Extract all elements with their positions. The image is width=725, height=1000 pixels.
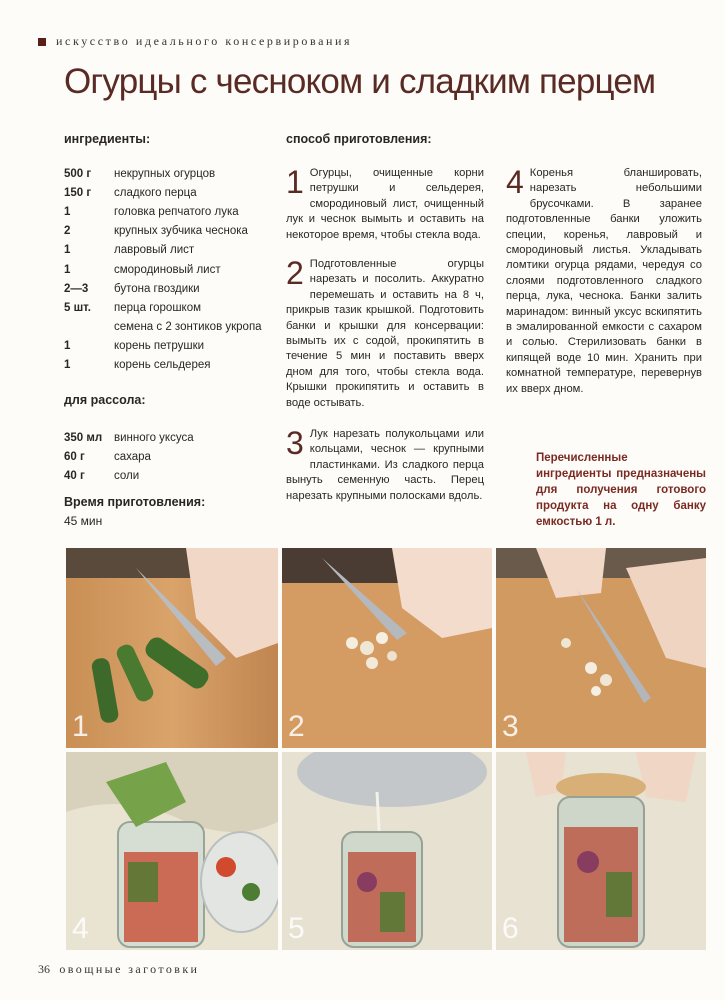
- header-text: искусство идеального консервирования: [56, 34, 353, 48]
- photo-number: 1: [72, 710, 89, 743]
- photo-number: 4: [72, 912, 89, 945]
- ingredient-name: головка репчатого лука: [114, 205, 239, 218]
- photo-step-5: [282, 752, 492, 950]
- ingredients-heading: ингредиенты:: [64, 132, 151, 146]
- ingredient-qty: 1: [64, 205, 71, 218]
- brine-qty: 350 мл: [64, 431, 103, 444]
- ingredient-row: [64, 356, 284, 375]
- photo-number: 5: [288, 912, 305, 945]
- brine-name: сахара: [114, 450, 151, 463]
- ingredients-list: [64, 164, 284, 375]
- ingredient-row: [64, 222, 284, 241]
- cucumber-cutting-image: [66, 548, 278, 748]
- running-footer: [38, 962, 199, 977]
- step-3: [286, 427, 484, 504]
- photo-step-3: [496, 548, 706, 748]
- step-2: [286, 257, 484, 411]
- method-heading: способ приготовления:: [286, 132, 432, 146]
- ingredient-qty: 1: [64, 263, 71, 276]
- step-text: Лук нарезать полукольцами или кольцами, чеснок — крупными пластинками. Из сладкого перца вынуть семенную часть. Перец нарезать крупными полосками вдоль.: [286, 428, 484, 502]
- photo-step-4: [66, 752, 278, 950]
- brine-row: [64, 466, 284, 485]
- step-text: Огурцы, очищенные корни петрушки и сельдерея, смородиновый лист, очищенный лук и чеснок вымыть и оставить на некоторое время, чтобы стекла вода.: [286, 167, 484, 241]
- ingredient-row: [64, 183, 284, 202]
- step-text: Подготовленные огурцы нарезать и посолить. Аккуратно перемешать и оставить на 8 ч, прикрыв тазик крышкой. Подготовить банки и крышки для консервации: вымыть их с содой, прокипятить в течение 5 мин и поставить вверх дном для того, чтобы стекла вода. Крышки прокипятить и оставить в воде остывать.: [286, 258, 484, 409]
- step-number: 1: [286, 164, 304, 200]
- ingredient-name: лавровый лист: [114, 244, 195, 257]
- brine-qty: 40 г: [64, 469, 85, 482]
- brine-qty: 60 г: [64, 450, 85, 463]
- recipe-title: Огурцы с чесноком и сладким перцем: [64, 62, 656, 101]
- yield-note: Перечисленные ингредиенты предназначены для получения готового продукта на одну банку емкостью 1 л.: [536, 452, 706, 528]
- brine-name: винного уксуса: [114, 431, 194, 444]
- ingredient-name: некрупных огурцов: [114, 167, 216, 180]
- photo-step-2: [282, 548, 492, 748]
- photo-step-1: [66, 548, 278, 748]
- step-1: [286, 166, 484, 243]
- step-number: 3: [286, 425, 304, 461]
- photo-number: 6: [502, 912, 519, 945]
- ingredient-name: корень петрушки: [114, 340, 205, 353]
- ingredient-name: бутона гвоздики: [114, 282, 200, 295]
- brine-list: [64, 428, 284, 485]
- ingredient-name: семена с 2 зонтиков укропа: [114, 321, 262, 334]
- brine-row: [64, 447, 284, 466]
- marinade-pouring-image: [282, 752, 492, 950]
- ingredient-qty: 150 г: [64, 186, 92, 199]
- ingredient-qty: 1: [64, 244, 71, 257]
- ingredient-name: перца горошком: [114, 301, 202, 314]
- ingredient-name: сладкого перца: [114, 186, 197, 199]
- ingredient-row: [64, 318, 284, 337]
- garlic-slicing-image: [496, 548, 706, 748]
- brine-heading: для рассола:: [64, 393, 146, 407]
- photo-number: 3: [502, 710, 519, 743]
- brine-row: [64, 428, 284, 447]
- ingredient-row: [64, 298, 284, 317]
- ingredient-qty: 2: [64, 225, 71, 238]
- ingredient-qty: 1: [64, 340, 71, 353]
- photo-step-6: [496, 752, 706, 950]
- ingredient-name: смородиновый лист: [114, 263, 221, 276]
- ingredient-row: [64, 260, 284, 279]
- jar-filling-image: [66, 752, 278, 950]
- ingredient-qty: 5 шт.: [64, 301, 91, 314]
- step-number: 4: [506, 164, 524, 200]
- ingredient-row: [64, 202, 284, 221]
- ingredient-qty: 2—3: [64, 282, 89, 295]
- brine-name: соли: [114, 469, 140, 482]
- ingredient-row: [64, 337, 284, 356]
- jar-closing-image: [496, 752, 706, 950]
- time-heading: Время приготовления:: [64, 495, 206, 509]
- running-header: [38, 34, 352, 49]
- ingredient-qty: 500 г: [64, 167, 92, 180]
- header-square-icon: [38, 38, 46, 46]
- time-value: 45 мин: [64, 514, 103, 528]
- step-text: Коренья бланшировать, нарезать небольшими брусочками. В заранее подготовленные банки уложить специи, коренья, лавровый и смородиновый листья. Укладывать ломтики огурца рядами, чередуя со слоями подготовленного сладкого перца, лука, чеснока. Банки залить маринадом: винный уксус вскипятить в эмалированной емкости с сахаром и солью. Стерилизовать банки в кипящей воде 10 мин. Хранить при комнатной температуре, перевернув их вверх дном.: [506, 167, 702, 395]
- ingredient-row: [64, 164, 284, 183]
- ingredient-name: крупных зубчика чеснока: [114, 225, 248, 238]
- step-4: [506, 166, 702, 397]
- ingredient-row: [64, 241, 284, 260]
- ingredient-row: [64, 279, 284, 298]
- garlic-chopping-image: [282, 548, 492, 748]
- step-number: 2: [286, 255, 304, 291]
- page-number: 36: [38, 962, 50, 976]
- footer-text: овощные заготовки: [59, 962, 200, 976]
- photo-number: 2: [288, 710, 305, 743]
- ingredient-name: корень сельдерея: [114, 359, 211, 372]
- ingredient-qty: 1: [64, 359, 71, 372]
